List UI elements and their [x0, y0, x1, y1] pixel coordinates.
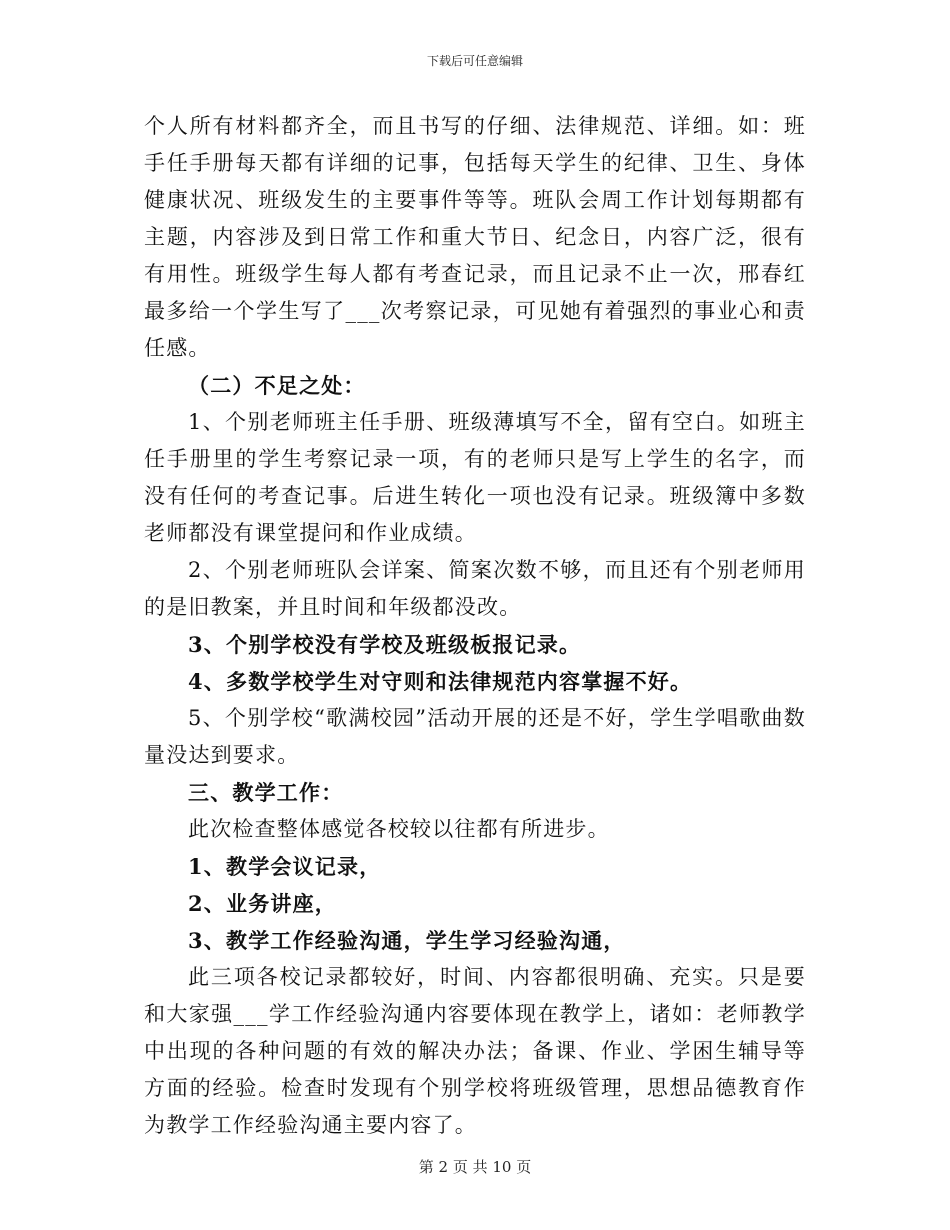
paragraph-item-2: 2、个别老师班队会详案、简案次数不够，而且还有个别老师用的是旧教案，并且时间和年级都没改。	[144, 558, 806, 619]
teaching-item-1: 1、教学会议记录，	[188, 854, 382, 879]
document-body	[144, 108, 806, 1144]
section-heading-teaching: 三、教学工作：	[188, 780, 344, 805]
page-footer: 第 2 页 共 10 页	[418, 1158, 532, 1176]
paragraph-continuation: 个人所有材料都齐全，而且书写的仔细、法律规范、详细。如：班手任手册每天都有详细的记事，包括每天学生的纪律、卫生、身体健康状况、班级发生的主要事件等等。班队会周工作计划每期都有主题，内容涉及到日常工作和重大节日、纪念日，内容广泛，很有有用性。班级学生每人都有考查记录，而且记录不止一次，邢春红最多给一个学生写了___次考察记录，可见她有着强烈的事业心和责任感。	[144, 114, 806, 360]
section-heading-shortcomings: （二）不足之处：	[188, 373, 366, 398]
teaching-item-2: 2、业务讲座，	[188, 891, 338, 916]
paragraph-item-3: 3、个别学校没有学校及班级板报记录。	[188, 632, 582, 657]
paragraph-item-1: 1、个别老师班主任手册、班级薄填写不全，留有空白。如班主任手册里的学生考察记录一项，有的老师只是写上学生的名字，而没有任何的考查记事。后进生转化一项也没有记录。班级簿中多数老师都没有课堂提问和作业成绩。	[144, 410, 806, 545]
paragraph-item-5: 5、个别学校“歌满校园”活动开展的还是不好，学生学唱歌曲数量没达到要求。	[144, 706, 806, 767]
paragraph-summary: 此次检查整体感觉各校较以往都有所进步。	[188, 817, 610, 841]
teaching-item-3: 3、教学工作经验沟通，学生学习经验沟通，	[188, 928, 626, 953]
paragraph-conclusion: 此三项各校记录都较好，时间、内容都很明确、充实。只是要和大家强___学工作经验沟通内容要体现在教学上，诸如：老师教学中出现的各种问题的有效的解决办法；备课、作业、学困生辅导等方面的经验。检查时发现有个别学校将班级管理，思想品德教育作为教学工作经验沟通主要内容了。	[144, 965, 806, 1137]
page-header: 下载后可任意编辑	[426, 54, 523, 68]
paragraph-item-4: 4、多数学校学生对守则和法律规范内容掌握不好。	[188, 669, 693, 694]
